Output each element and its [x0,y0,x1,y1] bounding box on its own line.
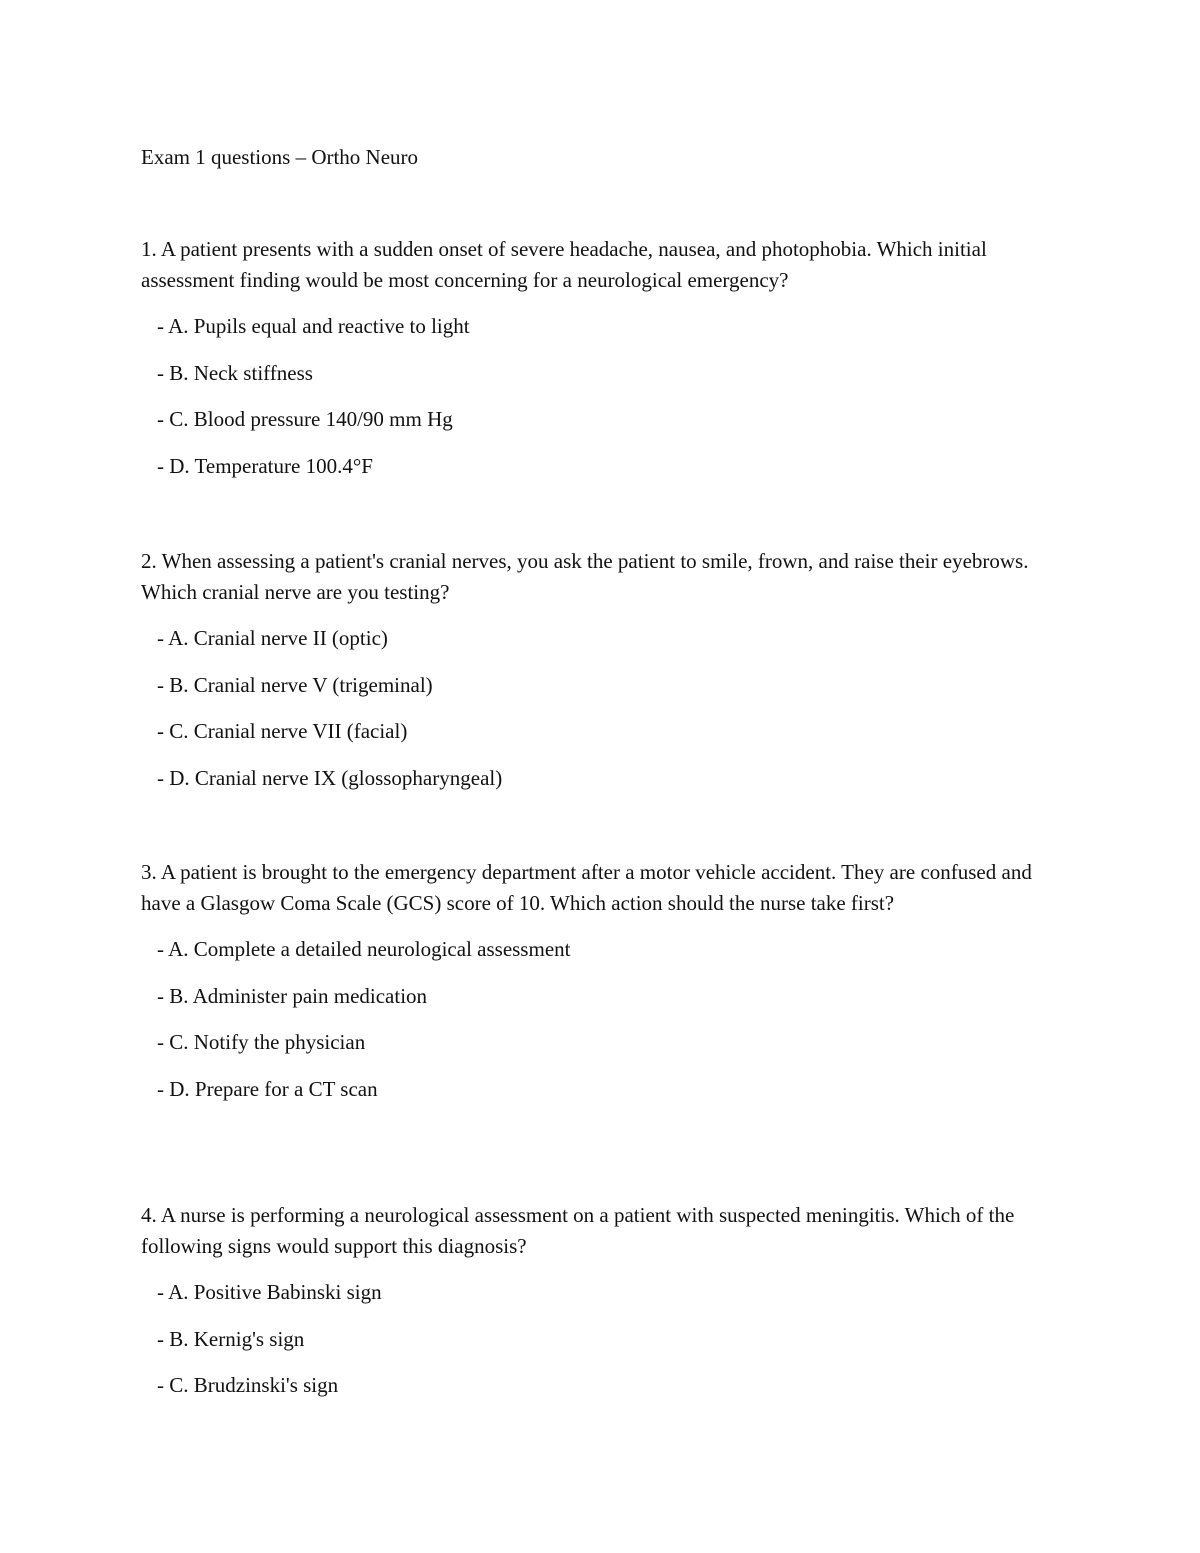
option-d: - D. Prepare for a CT scan [157,1076,378,1101]
option-d: - D. Cranial nerve IX (glossopharyngeal) [157,765,503,790]
document-title: Exam 1 questions – Ortho Neuro [141,145,419,169]
option-a: - A. Positive Babinski sign [157,1280,382,1304]
options-list [141,311,1041,497]
option-b: - B. Cranial nerve V (trigeminal) [157,672,433,697]
option-b: - B. Administer pain medication [157,983,428,1008]
option-d: - D. Temperature 100.4°F [157,453,373,478]
option-b: - B. Kernig's sign [157,1326,305,1351]
question-4 [141,1200,1041,1417]
question-1 [141,234,1041,497]
question-2 [141,546,1041,809]
option-a: - A. Pupils equal and reactive to light [157,314,470,338]
option-c: - C. Blood pressure 140/90 mm Hg [157,407,453,431]
question-3 [141,857,1041,1120]
option-c: - C. Brudzinski's sign [157,1373,339,1397]
options-list [141,934,1041,1120]
option-c: - C. Cranial nerve VII (facial) [157,719,408,743]
question-text: 4. A nurse is performing a neurological assessment on a patient with suspected meningitis. Which of the following signs would support this diagnosis? [141,1203,1015,1258]
option-b: - B. Neck stiffness [157,360,313,385]
option-a: - A. Complete a detailed neurological assessment [157,937,571,961]
option-a: - A. Cranial nerve II (optic) [157,626,388,650]
options-list [141,1277,1041,1417]
options-list [141,623,1041,809]
question-text: 1. A patient presents with a sudden onset of severe headache, nausea, and photophobia. Which initial assessment finding would be most concerning for a neurological emergency? [141,237,987,292]
option-c: - C. Notify the physician [157,1030,366,1054]
question-text: 2. When assessing a patient's cranial nerves, you ask the patient to smile, frown, and raise their eyebrows. Which cranial nerve are you testing? [141,549,1029,604]
question-text: 3. A patient is brought to the emergency department after a motor vehicle accident. They are confused and have a Glasgow Coma Scale (GCS) score of 10. Which action should the nurse take first? [141,860,1032,915]
